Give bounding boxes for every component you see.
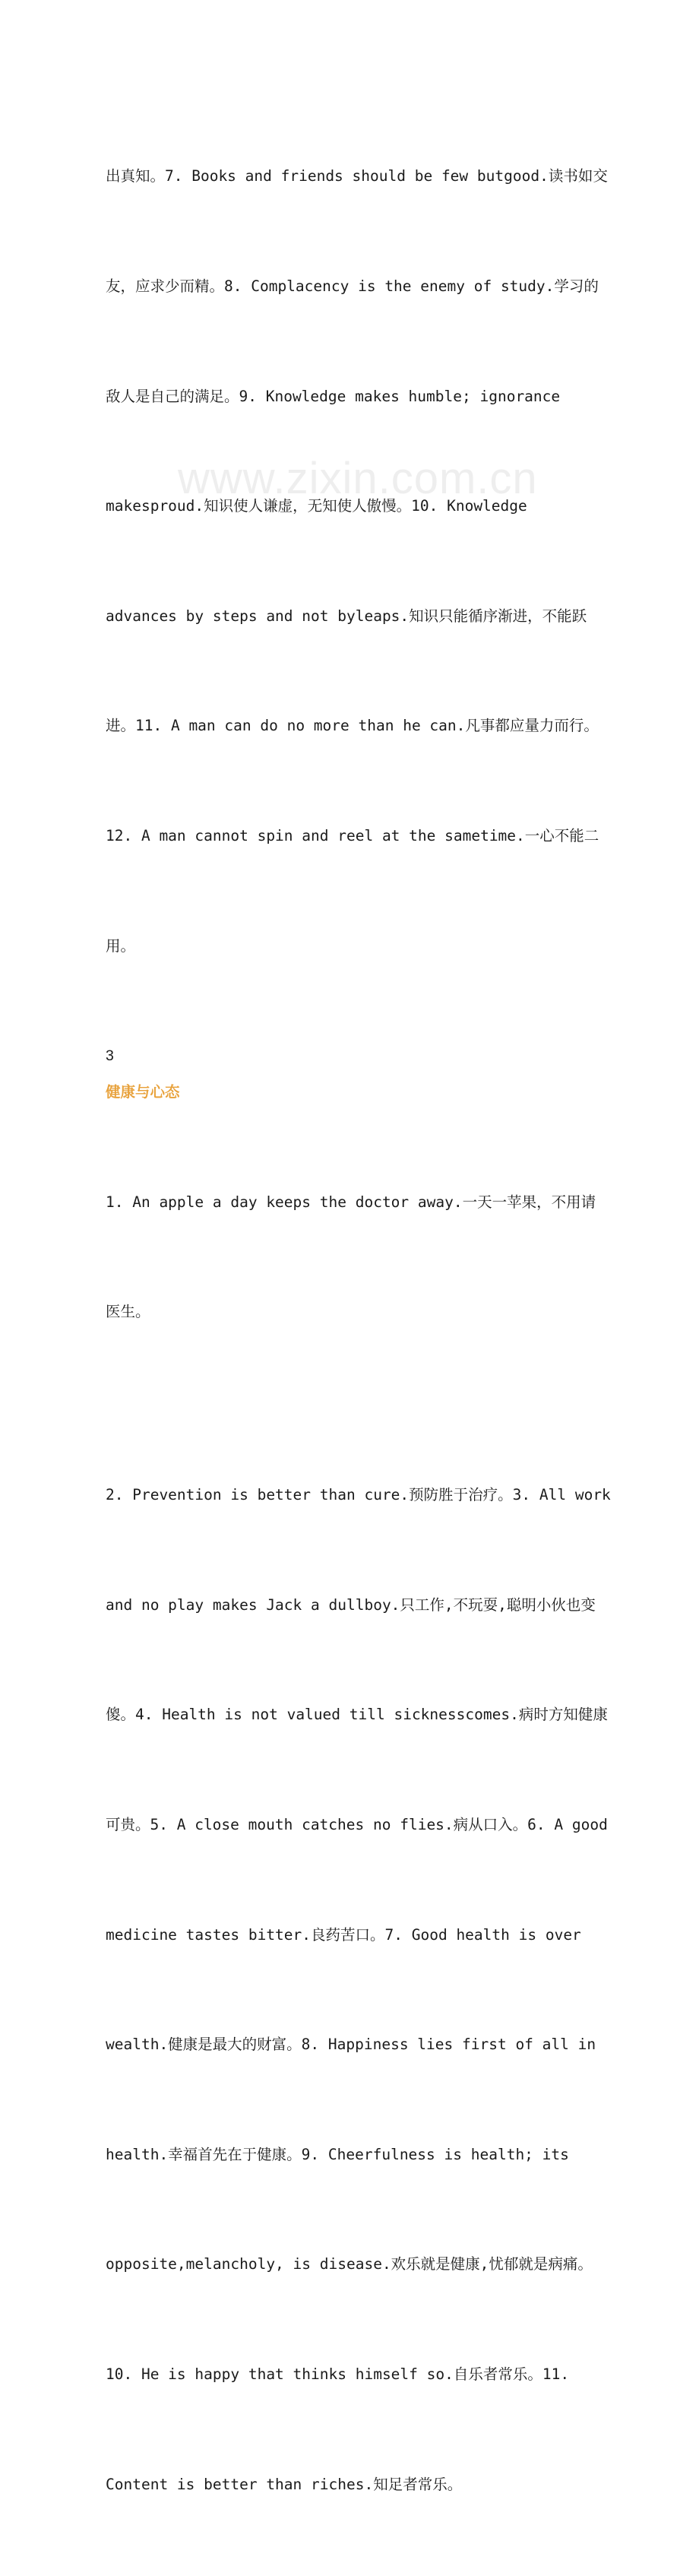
text-line: advances by steps and not byleaps.知识只能循序渐进，不能跃	[106, 607, 587, 625]
text-line: and no play makes Jack a dullboy.只工作,不玩耍,聪明小伙也变	[106, 1595, 596, 1614]
text-line: 用。	[106, 936, 136, 955]
text-line: medicine tastes bitter.良药苦口。7. Good health is over	[106, 1925, 581, 1944]
text-line: 敌人是自己的满足。9. Knowledge makes humble; ignorance	[106, 387, 561, 405]
text-line: 傻。4. Health is not valued till sicknesscomes.病时方知健康	[106, 1706, 608, 1724]
text-line: 友，应求少而精。8. Complacency is the enemy of study.学习的	[106, 277, 599, 295]
text-line: 1. An apple a day keeps the doctor away.一天一苹果，不用请	[106, 1193, 596, 1211]
text-line: 2. Prevention is better than cure.预防胜于治疗。3. All work	[106, 1486, 611, 1504]
text-line: 出真知。7. Books and friends should be few butgood.读书如交	[106, 167, 608, 185]
text-line: 进。11. A man can do no more than he can.凡事都应量力而行。	[106, 717, 599, 735]
text-line: wealth.健康是最大的财富。8. Happiness lies first of all in	[106, 2036, 596, 2054]
section-heading: 健康与心态	[106, 1083, 180, 1101]
text-line: health.幸福首先在于健康。9. Cheerfulness is health; its	[106, 2145, 569, 2163]
watermark: www.zixin.com.cn	[178, 454, 538, 503]
text-line: 医生。	[106, 1303, 150, 1321]
text-line: Content is better than riches.知足者常乐。	[106, 2475, 463, 2493]
paragraph-apple-a-day	[106, 1111, 596, 1404]
text-line: opposite,melancholy, is disease.欢乐就是健康,忧郁就是病痛。	[106, 2255, 593, 2273]
paragraph-proverbs-study	[106, 85, 608, 1038]
document-body	[106, 85, 611, 2576]
text-line: 12. A man cannot spin and reel at the sametime.一心不能二	[106, 826, 599, 844]
text-line: makesproud.知识使人谦虚，无知使人傲慢。10. Knowledge	[106, 497, 527, 515]
text-line: 可贵。5. A close mouth catches no flies.病从口入。6. A good	[106, 1815, 608, 1833]
section-number: 3	[106, 1047, 114, 1065]
text-line: 10. He is happy that thinks himself so.自乐者常乐。11.	[106, 2365, 570, 2383]
paragraph-proverbs-health	[106, 1404, 611, 2576]
